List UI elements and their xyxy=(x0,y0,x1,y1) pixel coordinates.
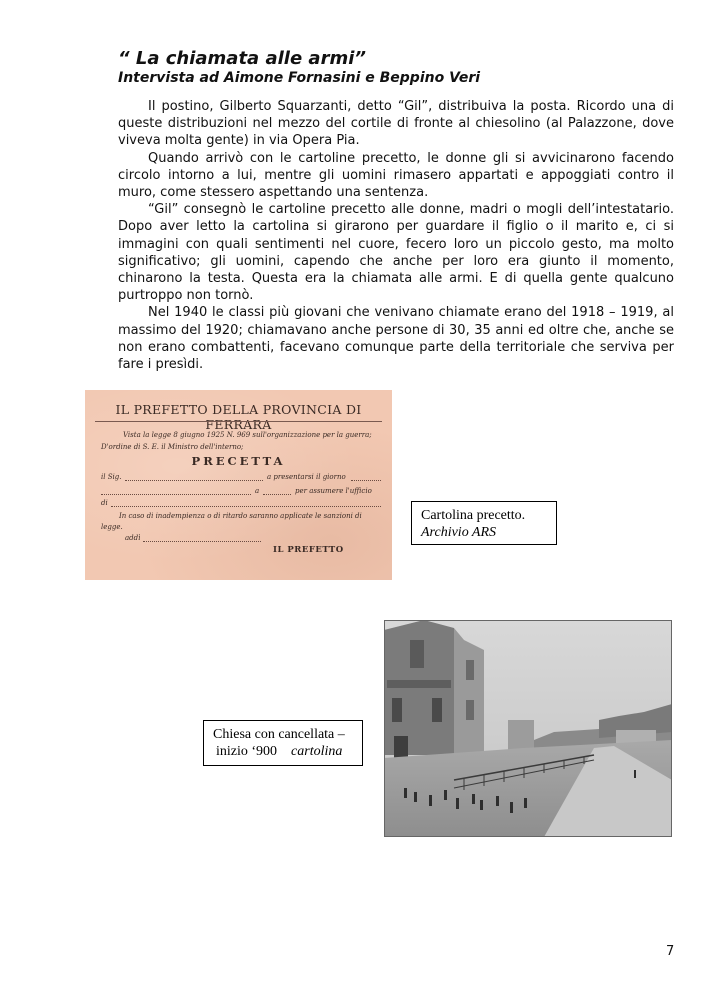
postcard-divider xyxy=(95,421,382,422)
article-subtitle: Intervista ad Aimone Fornasini e Beppino Veri xyxy=(118,70,481,86)
paragraph: Il postino, Gilberto Squarzanti, detto “Gil”, distribuiva la posta. Ricordo una di queste distribuzioni nel mezzo del cortile di fronte al chiesolino (al Palazzone, dove viveva molta gente) in via Opera Pia. xyxy=(118,99,674,149)
postcard-signature: IL PREFETTO xyxy=(273,545,344,555)
postcard-law-line: Vista la legge 8 giugno 1925 N. 969 sull'organizzazione per la guerra; xyxy=(123,431,372,439)
article-title: “ La chiamata alle armi” xyxy=(118,48,366,69)
postcard-dotted-line xyxy=(263,494,291,495)
postcard-precetta: PRECETTA xyxy=(191,454,286,468)
photo-caption xyxy=(203,720,363,766)
church-photo-illustration xyxy=(384,620,672,837)
postcard-caption-line2: Archivio ARS xyxy=(421,525,497,540)
church-photo xyxy=(384,620,672,837)
postcard-presentarsi: a presentarsi il giorno xyxy=(267,473,346,481)
postcard-legge: legge. xyxy=(101,523,123,531)
postcard-dotted-line xyxy=(111,506,381,507)
postcard-di: di xyxy=(101,499,108,507)
postcard-addi: addì xyxy=(125,534,141,542)
postcard-heading: IL PREFETTO DELLA PROVINCIA DI FERRARA xyxy=(115,402,362,432)
postcard-order-line: D'ordine di S. E. il Ministro dell'interno; xyxy=(101,443,244,451)
postcard-image xyxy=(85,390,392,580)
postcard-dotted-line xyxy=(351,480,381,481)
postcard-dotted-line xyxy=(101,494,251,495)
postcard-caption xyxy=(411,501,557,545)
photo-caption-source: cartolina xyxy=(291,744,343,759)
paragraph: “Gil” consegnò le cartoline precetto alle donne, madri o mogli dell’intestatario. Dopo aver letto la cartolina si girarono per guardare il figlio o il marito e, ci si immagini con quali sentimenti nel cuore, fecero loro un piccolo gesto, ma molto significativo; gli uomini, capendo che anche per loro era giunto il momento, chinarono la testa. Questa era la chiamata alle armi. E di quella gente qualcuno purtroppo non tornò. xyxy=(118,202,674,304)
postcard-dotted-line xyxy=(125,480,263,481)
photo-caption-line1: Chiesa con cancellata – xyxy=(213,727,345,742)
postcard-il-sig: il Sig. xyxy=(101,473,122,481)
photo-caption-line2 xyxy=(216,743,342,760)
paragraph: Nel 1940 le classi più giovani che venivano chiamate erano del 1918 – 1919, al massimo del 1920; chiamavano anche persone di 30, 35 anni ed oltre che, anche se non erano combattenti, facevano comunque parte della territoriale che serviva per fare i presìdi. xyxy=(118,305,674,373)
paragraph: Quando arrivò con le cartoline precetto, le donne gli si avvicinarono facendo circolo intorno a lui, mentre gli uomini rimasero appartati e appoggiati contro il muro, come stessero aspettando una sentenza. xyxy=(118,150,674,201)
postcard-caption-line1: Cartolina precetto. xyxy=(421,508,526,523)
postcard-dotted-line xyxy=(143,541,261,542)
page-number: 7 xyxy=(666,944,675,959)
postcard-assumere: per assumere l'ufficio xyxy=(295,487,372,495)
postcard-inadempienza: In caso di inadempienza o di ritardo saranno applicate le sanzioni di xyxy=(119,512,362,520)
article-body xyxy=(118,98,674,373)
photo-caption-date: inizio ‘900 xyxy=(216,744,278,759)
postcard-a: a xyxy=(255,487,260,495)
